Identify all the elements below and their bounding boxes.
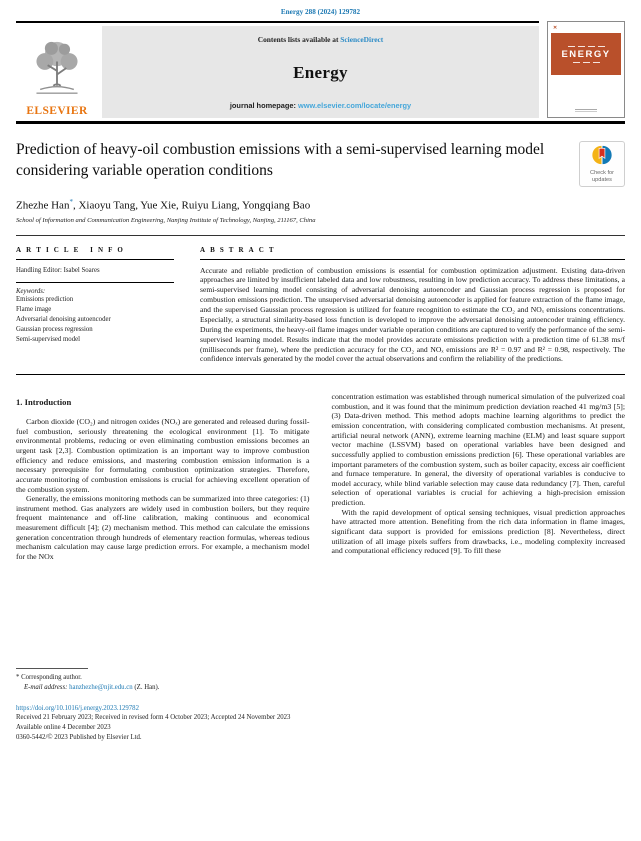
- top-rule: [16, 21, 539, 23]
- abstract-rule: [200, 259, 625, 260]
- email-link[interactable]: hanzhezhe@njit.edu.cn: [69, 684, 133, 692]
- masthead-band: [16, 26, 539, 118]
- corresponding-author-mark[interactable]: *: [69, 197, 73, 206]
- email-label: E-mail address:: [24, 684, 68, 692]
- body-right-column: [332, 392, 626, 668]
- check-for-updates-label: Check for updates: [590, 170, 614, 183]
- journal-cover-thumbnail: [547, 21, 625, 118]
- keyword-item: Semi-supervised model: [16, 336, 80, 344]
- cover-topmark: ✕: [553, 26, 558, 31]
- elsevier-tree-icon: [29, 37, 85, 104]
- abstract-bottom-rule: [16, 374, 625, 375]
- article-info-column: [16, 246, 174, 365]
- keywords-list: [16, 295, 174, 346]
- author-first: Zhezhe Han: [16, 199, 70, 212]
- keyword-item: Adversarial denoising autoencoder: [16, 316, 111, 323]
- publication-details: [16, 704, 625, 743]
- body-paragraph: Carbon dioxide (CO₂) and nitrogen oxides (NOₓ) are generated and released during fossil-fuel combustion, seriously threatening the ecological environment [1]. To mitigate environmental problems, reducing or even eliminating combustion emissions becomes an urgent task [2,3]. Combustion optimization is an important way to improve combustion efficiency and reduce emissions, and mastering combustion emission information is a necessary prerequisite for formulating combustion optimization strategies. Therefore, accurate monitoring of combustion emissions is crucial for achieving excellent operation of the combustion system.: [16, 417, 310, 494]
- section-heading-introduction: 1. Introduction: [16, 397, 72, 408]
- keyword-item: Emissions prediction: [16, 295, 74, 303]
- keyword-item: Gaussian process regression: [16, 326, 93, 334]
- doi-link[interactable]: https://doi.org/10.1016/j.energy.2023.129782: [16, 704, 139, 712]
- cover-decor-top: [568, 46, 605, 47]
- info-abstract-section: [16, 236, 625, 375]
- affiliation: School of Information and Communication Engineering, Nanjing Institute of Technology, Nanjing, 211167, China: [16, 216, 316, 224]
- email-line: [16, 683, 625, 693]
- info-rule: [16, 259, 174, 260]
- article-info-heading: A R T I C L E I N F O: [16, 245, 126, 254]
- abstract-heading: A B S T R A C T: [200, 245, 276, 254]
- masthead-bottom-rule: [16, 121, 625, 124]
- received-dates: Received 21 February 2023; Received in revised form 4 October 2023; Accepted 24 November 2023: [16, 714, 291, 722]
- homepage-label: journal homepage:: [229, 101, 299, 110]
- body-paragraph: Generally, the emissions monitoring methods can be summarized into three categories: (1) instrument method. Gas analyzers are widely used in combustion boilers, but they require frequent maintenance and off-line calibration, making continuous and economical measurement difficult [4]; (2) mechanism method. This method can calculate the emissions generation concentration through hundreds of elementary reaction formulas, whereas tedious mechanism calculation may cause large prediction errors. For example, a mechanism model for the NOx: [16, 494, 310, 561]
- footnote-rule: [16, 668, 88, 669]
- cover-banner: [551, 33, 621, 75]
- abstract-text: Accurate and reliable prediction of combustion emissions is essential for combustion optimization adjustment. Existing data-driven approaches are limited by insufficient labeled data and low robustness, resulting in low prediction accuracy. To address these limitations, a semi-supervised learning model consisting of adversarial denoising autoencoder and Gaussian process regression is proposed for combustion emissions prediction. The unsupervised adversarial denoising autoencoder is applied for feature extraction of the flame image, and the supervised Gaussian process regression is utilized for feature recognition to estimate the CO₂ and NOₓ emissions concentrations. Especially, a structural similarity-based loss function is developed to improve the adversarial denoising autoencoder training efficiency. During the experiments, the heavy-oil flame images under variable operation conditions are captured to verify the performance of the semi-supervised learning model. Results indicate that the model provides accurate emissions prediction with a prediction time of 61.38 ms/f (milliseconds per frame), where the prediction accuracy for the CO₂ and NOₓ emissions are R² = 0.97 and R² = 0.98, respectively. The confidence intervals generated by the model cover the actual observations and confirm the reliability of the predictions.: [200, 265, 625, 364]
- info-rule: [16, 282, 174, 283]
- body-paragraph: With the rapid development of optical sensing techniques, visual prediction approaches have attracted more attention. Benefiting from the rich data information in flame images, significant data support is provided for emissions prediction [8]. Nevertheless, direct utilization of all image pixels suffers from drawbacks, i.e., modeling complexity increased and computational efficiency reduced [9]. To fill these: [331, 507, 625, 556]
- homepage-link[interactable]: www.elsevier.com/locate/energy: [298, 101, 412, 110]
- masthead: [16, 21, 625, 118]
- cover-decor-bottom: [573, 62, 600, 63]
- journal-citation: Energy 288 (2024) 129782: [280, 8, 361, 16]
- masthead-left: [16, 21, 539, 118]
- check-for-updates-button[interactable]: [579, 141, 625, 187]
- author-line: [16, 198, 625, 212]
- homepage-line: [110, 101, 531, 110]
- keyword-item: Flame image: [16, 305, 52, 313]
- elsevier-wordmark: ELSEVIER: [26, 105, 88, 117]
- footnote-block: [16, 668, 625, 743]
- author-others: , Xiaoyu Tang, Yue Xie, Ruiyu Liang, Yongqiang Bao: [72, 199, 311, 212]
- email-suffix: (Z. Han).: [132, 684, 160, 692]
- body-paragraph: concentration estimation was established through numerical simulation of the pulverized coal combustion, and it was found that the minimum prediction deviation reached 41 mg/m3 [5]; (3) Data-driven method. This method adopts machine learning algorithms to predict the emission concentration, with considering complicated combustion mechanisms. At present, artificial neural network (ANN), extreme learning machine (ELM) and least square support vector machine (LSSVM) based on operational variables have been designed and successfully applied to combustion emissions prediction [6]. These operational variables are important parameters of the combustion system, such as boiler capacity, excess air coefficient and furnace temperature. In general, the diversity of operational variables is conducive to model accuracy, while blind variable selection may cause data redundancy [7]. Then, careful selection of operational variables is crucial for achieving a high-precision emission prediction.: [331, 392, 625, 508]
- contents-list-line: [110, 35, 531, 44]
- crossmark-icon: [592, 152, 612, 169]
- journal-banner: [102, 26, 539, 118]
- sciencedirect-link[interactable]: ScienceDirect: [340, 35, 384, 44]
- issn-copyright: 0360-5442/© 2023 Published by Elsevier Ltd.: [16, 734, 142, 742]
- handling-editor: Handling Editor: Isabel Soares: [16, 266, 100, 274]
- cover-journal-title: ENERGY: [561, 48, 611, 60]
- contents-list-text: Contents lists available at: [257, 35, 341, 44]
- keywords-label: Keywords:: [16, 287, 46, 295]
- article-title: Prediction of heavy-oil combustion emissions with a semi-supervised learning model considering variable operation conditions: [16, 141, 545, 180]
- title-row: [16, 139, 625, 187]
- elsevier-logo: [16, 26, 98, 118]
- corresponding-author-note: * Corresponding author.: [16, 674, 82, 682]
- available-online: Available online 4 December 2023: [16, 724, 111, 732]
- article-body: [16, 392, 625, 668]
- cover-footer-decor: [551, 75, 621, 115]
- journal-title: Energy: [293, 62, 348, 82]
- body-left-column: [16, 392, 310, 668]
- abstract-column: [200, 246, 625, 365]
